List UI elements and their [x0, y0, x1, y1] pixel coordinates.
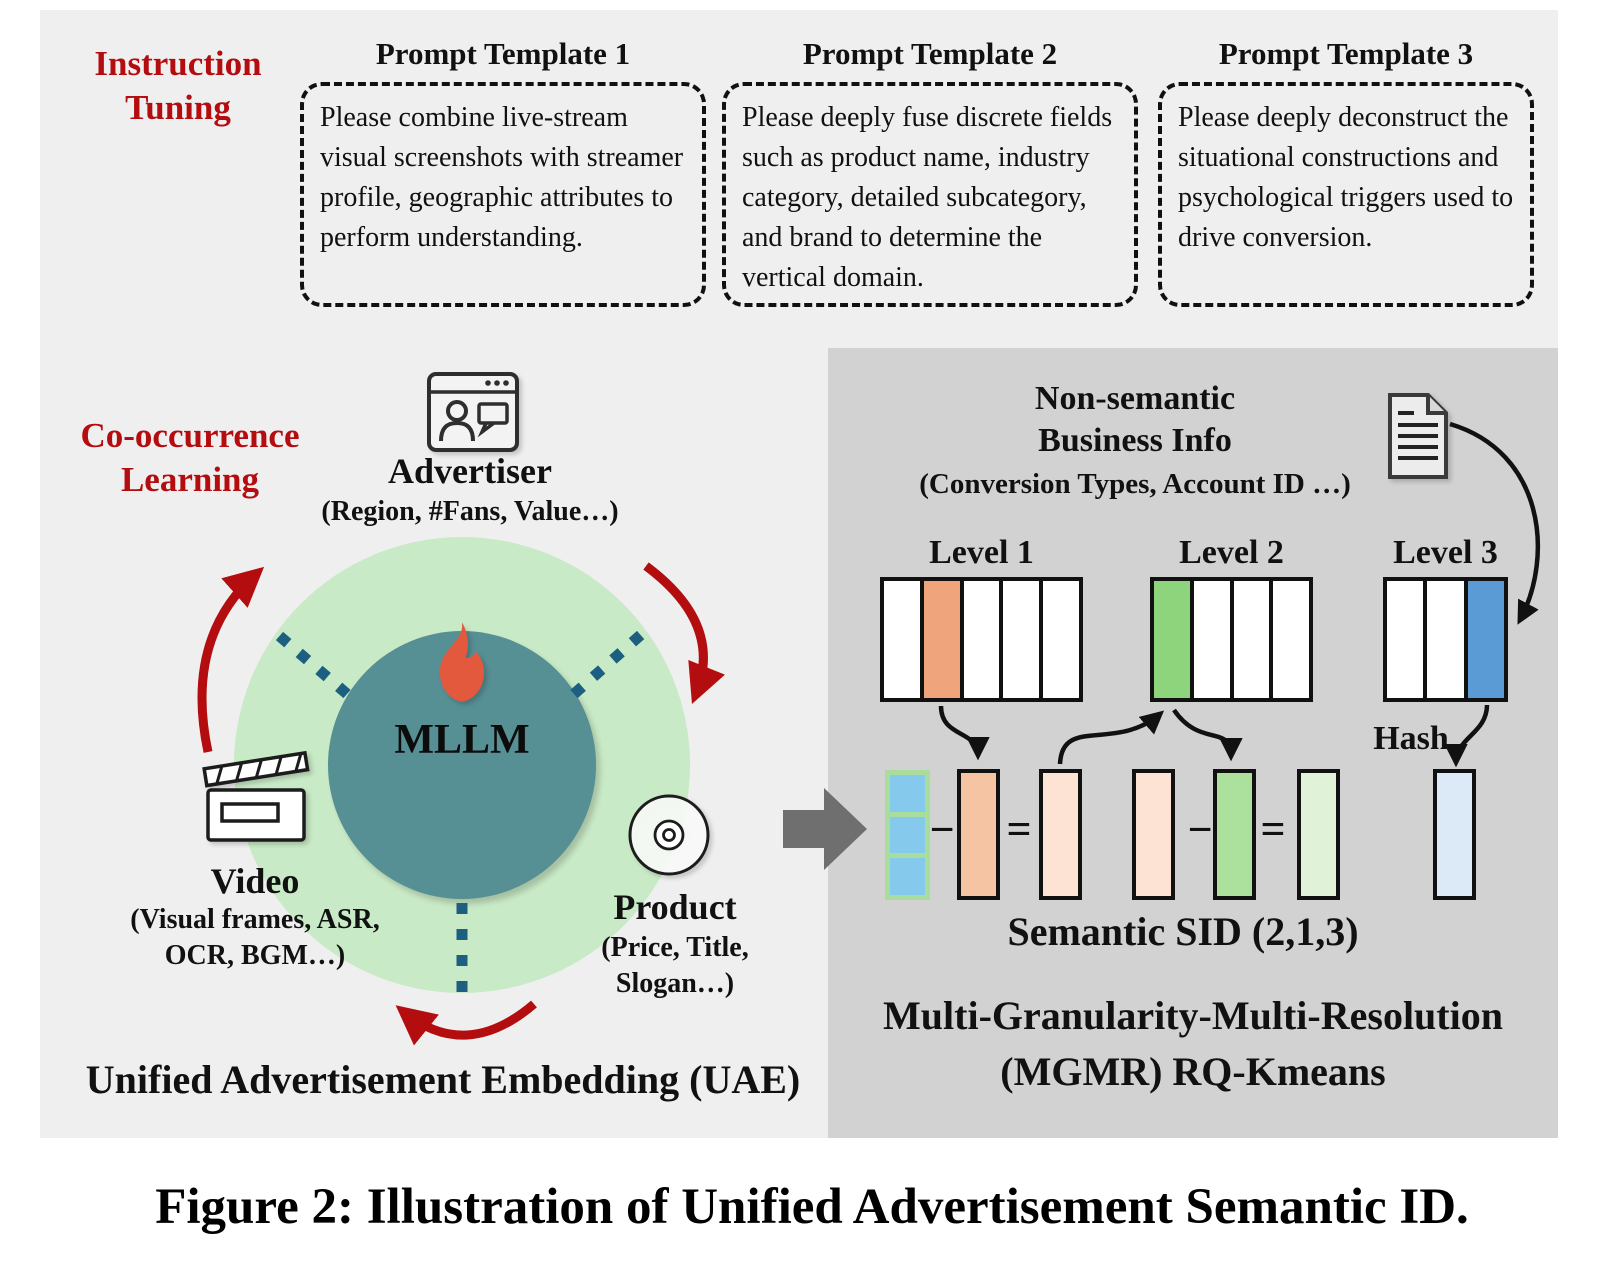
- codebook-cell: [1043, 581, 1079, 698]
- equals-operator-1: =: [1006, 805, 1032, 854]
- embedding-square: [890, 817, 925, 854]
- prompt-template-3-title: Prompt Template 3: [1218, 36, 1474, 71]
- non-semantic-subtitle: (Conversion Types, Account ID …): [919, 468, 1351, 500]
- level-3-codebook: [1383, 577, 1508, 702]
- prompt-template-1: [300, 36, 706, 307]
- video-label: Video: [210, 861, 300, 901]
- video-attributes-line2: OCR, BGM…): [164, 940, 346, 971]
- co-occurrence-learning-heading: [48, 414, 332, 502]
- mllm-label: MLLM: [394, 717, 530, 763]
- instruction-tuning-line2: Tuning: [125, 88, 231, 127]
- embedding-square: [890, 775, 925, 812]
- instruction-tuning-heading: [58, 42, 298, 130]
- level1-codeword-bar: [957, 769, 1000, 900]
- codebook-cell: [1273, 581, 1309, 698]
- mgmr-caption-line1: Multi-Granularity-Multi-Resolution: [883, 993, 1503, 1038]
- codebook-cell-selected: [1468, 581, 1504, 698]
- advertiser-attributes: (Region, #Fans, Value…): [321, 496, 619, 527]
- uae-caption: Unified Advertisement Embedding (UAE): [85, 1057, 801, 1102]
- prompt-template-3-box: [1158, 82, 1534, 307]
- non-semantic-title: [900, 378, 1370, 462]
- hash-label: Hash: [1373, 720, 1449, 757]
- semantic-sid-label: Semantic SID (2,1,3): [1007, 909, 1359, 954]
- prompt-template-1-body: Please combine live-stream visual screenshots with streamer profile, geographic attributes to perform understanding.: [320, 102, 684, 253]
- codebook-cell: [1003, 581, 1039, 698]
- prompt-template-3: [1158, 36, 1534, 307]
- product-attributes-line1: (Price, Title,: [601, 932, 749, 963]
- prompt-template-3-body: Please deeply deconstruct the situational constructions and psychological triggers used to drive conversion.: [1178, 102, 1514, 253]
- co-occurrence-line1: Co-occurrence: [80, 416, 300, 455]
- product-label: Product: [613, 887, 737, 927]
- codebook-cell: [964, 581, 1000, 698]
- instruction-tuning-line1: Instruction: [94, 44, 262, 83]
- video-attributes-line1: (Visual frames, ASR,: [130, 904, 380, 935]
- product-attributes-line2: Slogan…): [615, 968, 735, 999]
- prompt-template-1-title: Prompt Template 1: [375, 36, 631, 71]
- minus-operator-1: −: [929, 805, 955, 854]
- mgmr-caption-line2: (MGMR) RQ-Kmeans: [1000, 1049, 1386, 1094]
- level-2-label: Level 2: [1179, 534, 1284, 571]
- level-1-label: Level 1: [929, 534, 1034, 571]
- level-2-codebook: [1150, 577, 1313, 702]
- mllm-inner-circle: [328, 631, 596, 899]
- prompt-template-2: [722, 36, 1138, 307]
- figure-caption: Figure 2: Illustration of Unified Advertisement Semantic ID.: [155, 1179, 1469, 1235]
- codebook-cell: [1387, 581, 1423, 698]
- residual1-bar-copy: [1132, 769, 1175, 900]
- codebook-cell-selected: [1154, 581, 1190, 698]
- advertiser-label: Advertiser: [388, 451, 552, 491]
- prompt-template-2-title: Prompt Template 2: [802, 36, 1058, 71]
- minus-operator-2: −: [1187, 805, 1213, 854]
- residual2-bar: [1297, 769, 1340, 900]
- non-semantic-title-line1: Non-semantic: [1034, 380, 1236, 417]
- embedding-square: [890, 858, 925, 895]
- codebook-cell: [884, 581, 920, 698]
- hash-output-bar: [1433, 769, 1476, 900]
- level-1-codebook: [880, 577, 1083, 702]
- level-3-label: Level 3: [1393, 534, 1498, 571]
- codebook-cell: [1427, 581, 1463, 698]
- prompt-template-1-box: [300, 82, 706, 307]
- level2-codeword-bar: [1213, 769, 1256, 900]
- codebook-cell: [1194, 581, 1230, 698]
- residual1-bar: [1039, 769, 1082, 900]
- codebook-cell-selected: [924, 581, 960, 698]
- codebook-cell: [1234, 581, 1270, 698]
- equals-operator-2: =: [1260, 805, 1286, 854]
- co-occurrence-line2: Learning: [120, 460, 260, 499]
- prompt-template-2-box: [722, 82, 1138, 307]
- non-semantic-title-line2: Business Info: [1038, 422, 1232, 459]
- prompt-template-2-body: Please deeply fuse discrete fields such as product name, industry category, detailed subcategory, and brand to determine the vertical domain.: [742, 102, 1113, 293]
